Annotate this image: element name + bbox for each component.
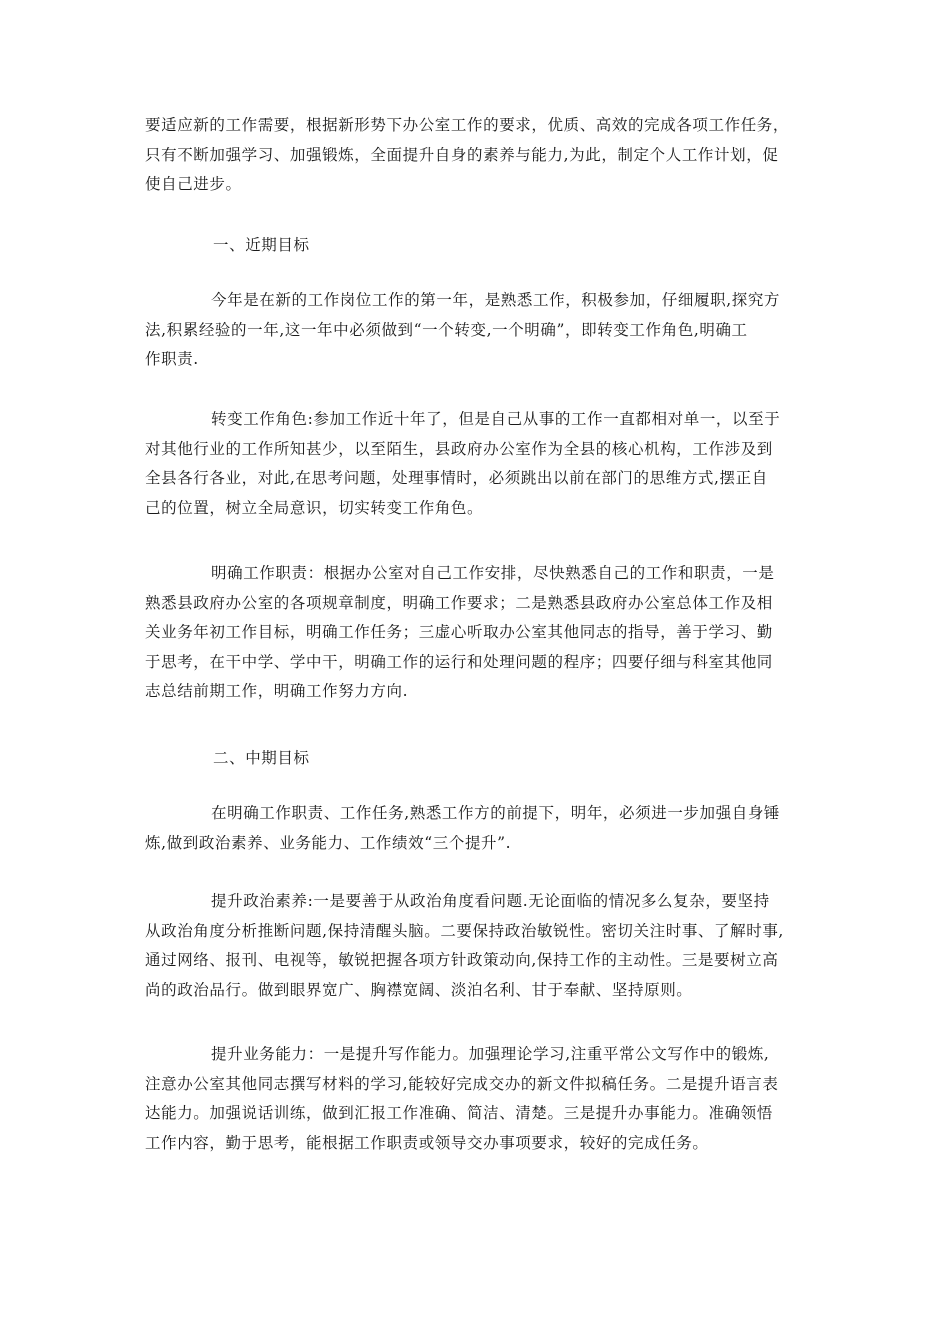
para6-line-3: 达能力。加强说话训练，做到汇报工作准确、简洁、清楚。三是提升办事能力。准确领悟 [145, 1104, 773, 1122]
section-heading-near-term: 一、近期目标 [213, 236, 310, 254]
paragraph-political-quality [145, 887, 813, 1005]
paragraph-role-change [145, 405, 813, 523]
paragraph-first-year [145, 286, 813, 375]
para2-line-4: 己的位置，树立全局意识，切实转变工作角色。 [145, 498, 484, 517]
paragraph-next-year [145, 799, 813, 858]
para2-line-3: 全县各行各业，对此,在思考问题，处理事情时，必须跳出以前在部门的思维方式,摆正自 [145, 469, 768, 487]
para1-line-3: 作职责. [145, 350, 199, 368]
para4-line-1: 在明确工作职责、工作任务,熟悉工作方的前提下，明年，必须进一步加强自身锤 [211, 804, 781, 822]
para3-line-2: 熟悉县政府办公室的各项规章制度，明确工作要求；二是熟悉县政府办公室总体工作及相 [145, 593, 773, 612]
para3-line-4: 于思考，在干中学、学中干，明确工作的运行和处理问题的程序；四要仔细与科室其他同 [145, 652, 773, 671]
para2-line-2: 对其他行业的工作所知甚少，以至陌生，县政府办公室作为全县的核心机构，工作涉及到 [145, 439, 773, 458]
intro-line-1: 要适应新的工作需要，根据新形势下办公室工作的要求，优质、高效的完成各项工作任务， [145, 116, 790, 134]
intro-paragraph [145, 111, 813, 200]
para2-line-1: 转变工作角色:参加工作近十年了，但是自己从事的工作一直都相对单一，以至于 [211, 410, 781, 428]
para5-line-1: 提升政治素养:一是要善于从政治角度看问题.无论面临的情况多么复杂，要坚持 [211, 892, 770, 910]
para4-line-2: 炼,做到政治素养、业务能力、工作绩效“三个提升”. [145, 833, 512, 852]
para3-line-1: 明确工作职责：根据办公室对自己工作安排，尽快熟悉自己的工作和职责，一是 [211, 564, 775, 582]
para1-line-1: 今年是在新的工作岗位工作的第一年，是熟悉工作，积极参加，仔细履职,探究方 [211, 291, 781, 309]
para6-line-1: 提升业务能力：一是提升写作能力。加强理论学习,注重平常公文写作中的锻炼, [211, 1045, 770, 1063]
para5-line-4: 尚的政治品行。做到眼界宽广、胸襟宽阔、淡泊名利、甘于奉献、坚持原则。 [145, 980, 693, 999]
para3-line-5: 志总结前期工作，明确工作努力方向. [145, 682, 409, 700]
paragraph-clarify-duties [145, 559, 813, 707]
para3-line-3: 关业务年初工作目标，明确工作任务；三虚心听取办公室其他同志的指导，善于学习、勤 [145, 623, 773, 641]
intro-line-3: 使自己进步。 [145, 175, 242, 193]
intro-line-2: 只有不断加强学习、加强锻炼，全面提升自身的素养与能力,为此，制定个人工作计划，促 [145, 145, 779, 164]
section-heading-mid-term: 二、中期目标 [213, 749, 310, 767]
para1-line-2: 法,积累经验的一年,这一年中必须做到“一个转变,一个明确”，即转变工作角色,明确工 [145, 320, 748, 339]
paragraph-business-ability [145, 1040, 813, 1158]
para6-line-2: 注意办公室其他同志撰写材料的学习,能较好完成交办的新文件拟稿任务。二是提升语言表 [145, 1074, 779, 1093]
para5-line-2: 从政治角度分析推断问题,保持清醒头脑。二要保持政治敏锐性。密切关注时事、了解时事, [145, 921, 784, 940]
para6-line-4: 工作内容，勤于思考，能根据工作职责或领导交办事项要求，较好的完成任务。 [145, 1133, 709, 1152]
para5-line-3: 通过网络、报刊、电视等，敏锐把握各项方针政策动向,保持工作的主动性。三是要树立高 [145, 951, 779, 969]
